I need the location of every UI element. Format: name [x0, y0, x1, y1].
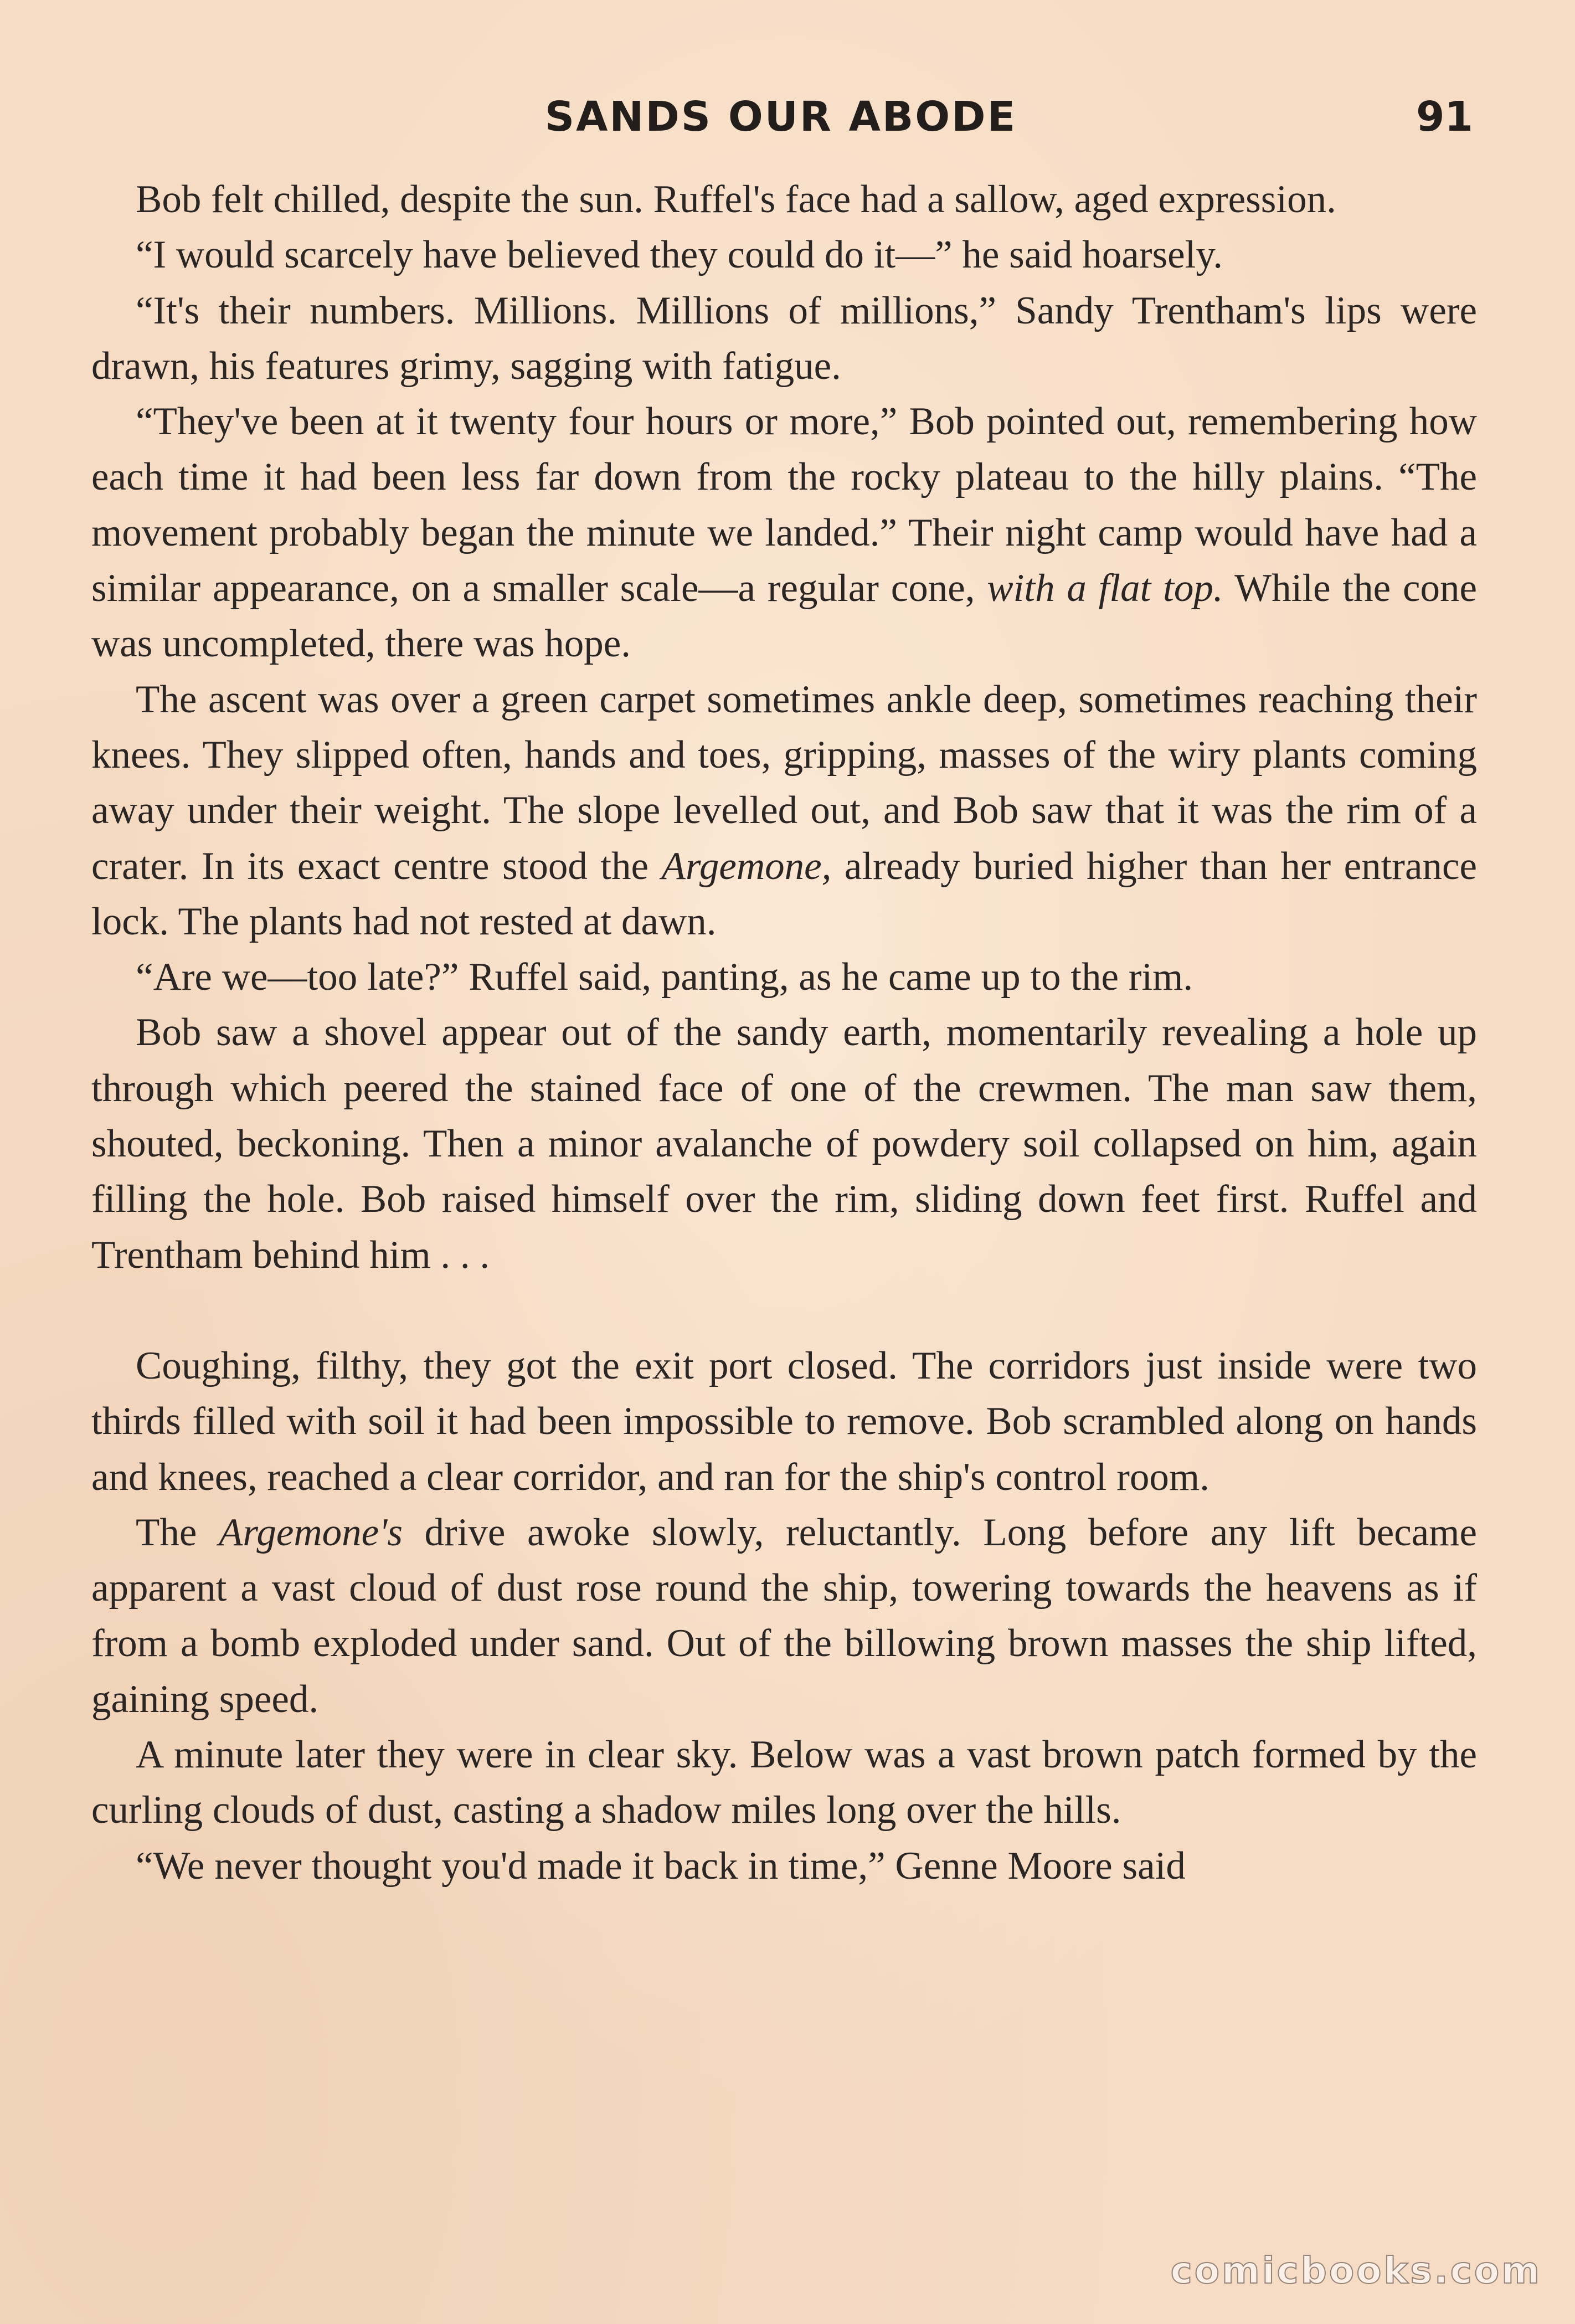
- running-title: SANDS OUR ABODE: [544, 93, 1017, 141]
- paragraph: [91, 1727, 1477, 1838]
- paragraph: [91, 1005, 1477, 1282]
- paragraph-text: “I would scarcely have believed they could do it—” he said hoarsely.: [136, 233, 1223, 277]
- paragraph-text: “They've been at it twenty four hours or more,” Bob pointed out, remembering how each time it had been less far down from the rocky plateau to the hilly plains. “The movement probably began the minute we landed.” Their night camp would have had a similar appearance, on a smaller scale—a regular cone,: [91, 400, 1477, 610]
- paragraph: [91, 949, 1477, 1005]
- watermark: comicbooks.com: [1170, 2249, 1542, 2292]
- body-text: [91, 172, 1477, 1894]
- ship-name: Argemone,: [661, 844, 832, 888]
- paragraph: [91, 1838, 1477, 1894]
- paragraph-text: “It's their numbers. Millions. Millions of millions,” Sandy Trentham's lips were drawn, his features grimy, sagging with fatigue.: [91, 289, 1477, 388]
- paragraph: [91, 1505, 1477, 1727]
- ship-name: Argemone's: [218, 1510, 403, 1554]
- paragraph-text: Bob saw a shovel appear out of the sandy earth, momentarily revealing a hole up through which peered the stained face of one of the crewmen. The man saw them, shouted, beckoning. Then a minor avalanche of powdery soil collapsed on him, again filling the hole. Bob raised himself over the rim, sliding down feet first. Ruffel and Trentham behind him . . .: [91, 1011, 1477, 1277]
- paragraph-text: While the cone was uncompleted, there was hope.: [91, 567, 1477, 666]
- paragraph-text: Bob felt chilled, despite the sun. Ruffel's face had a sallow, aged expression.: [136, 178, 1336, 221]
- paragraph-text: “Are we—too late?” Ruffel said, panting, as he came up to the rim.: [136, 955, 1193, 999]
- paragraph: [91, 283, 1477, 394]
- paragraph-text: drive awoke slowly, reluctantly. Long before any lift became apparent a vast cloud of dust rose round the ship, towering towards the heavens as if from a bomb exploded under sand. Out of the billowing brown masses the ship lifted, gaining speed.: [91, 1510, 1478, 1721]
- paragraph: [91, 1338, 1477, 1505]
- running-head: [89, 93, 1473, 154]
- paragraph: [91, 672, 1477, 949]
- paragraph: [91, 227, 1477, 282]
- paragraph: [91, 394, 1477, 671]
- paragraph-text: “We never thought you'd made it back in time,” Genne Moore said: [136, 1844, 1186, 1888]
- paragraph-text: already buried higher than her entrance lock. The plants had not rested at dawn.: [91, 844, 1477, 943]
- paragraph-text: The ascent was over a green carpet sometimes ankle deep, sometimes reaching their knees. They slipped often, hands and toes, gripping, masses of the wiry plants coming away under their weight. The slope levelled out, and Bob saw that it was the rim of a crater. In its exact centre stood the: [91, 677, 1477, 888]
- page-number: 91: [1416, 93, 1473, 141]
- paragraph-text: A minute later they were in clear sky. Below was a vast brown patch formed by the curling clouds of dust, casting a shadow miles long over the hills.: [91, 1733, 1477, 1832]
- paragraph-text: Coughing, filthy, they got the exit port closed. The corridors just inside were two thirds filled with soil it had been impossible to remove. Bob scrambled along on hands and knees, reached a clear corridor, and ran for the ship's control room.: [91, 1344, 1477, 1499]
- paragraph-text: The: [136, 1510, 219, 1554]
- paragraph: [91, 172, 1477, 227]
- italic-text: with a flat top.: [987, 567, 1223, 610]
